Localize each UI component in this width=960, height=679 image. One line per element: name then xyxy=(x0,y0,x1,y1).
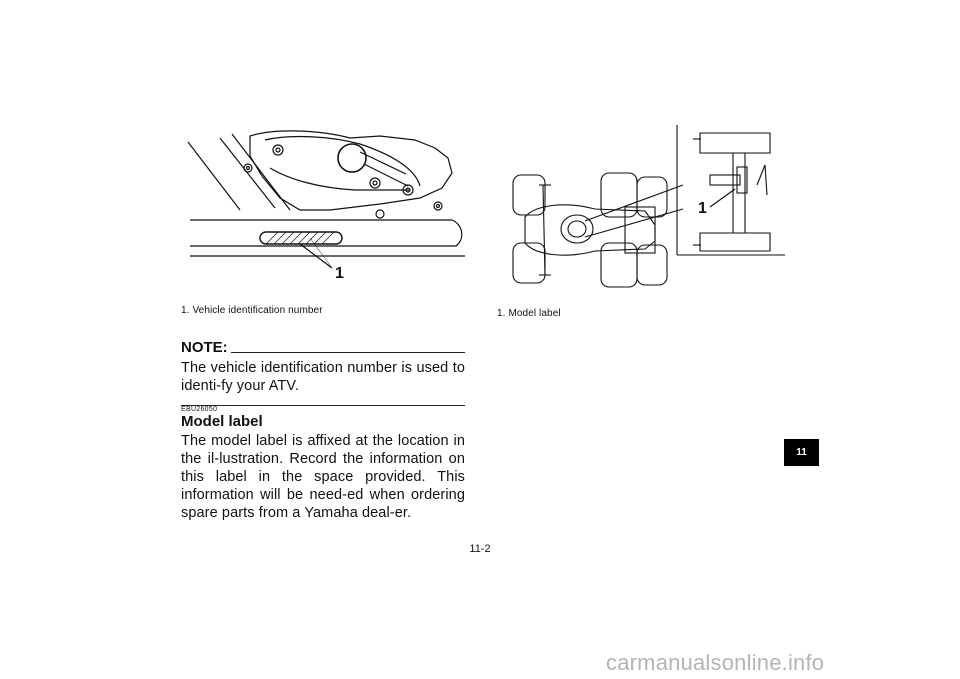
note-header xyxy=(181,340,465,355)
note-end-rule xyxy=(181,405,465,406)
note-rule xyxy=(231,352,465,353)
section-title: Model label xyxy=(181,413,263,430)
note-box xyxy=(181,340,465,406)
vin-caption xyxy=(181,305,323,316)
note-text: The vehicle identification number is used to identi-fy your ATV. xyxy=(181,360,465,394)
model-label-caption-number: 1. xyxy=(497,308,506,319)
model-label-caption-text: Model label xyxy=(508,308,561,319)
chapter-tab: 11 xyxy=(784,439,819,466)
model-label-caption xyxy=(497,308,561,319)
vin-callout-number: 1 xyxy=(335,265,344,282)
model-label-callout-number: 1 xyxy=(698,200,707,217)
watermark: carmanualsonline.info xyxy=(606,650,825,675)
vin-caption-text: Vehicle identification number xyxy=(192,305,323,316)
model-label-illustration xyxy=(505,125,790,300)
vin-caption-number: 1. xyxy=(181,305,190,316)
section-code: EBU26050 xyxy=(181,406,218,413)
vin-location-illustration xyxy=(180,128,470,300)
page-number: 11-2 xyxy=(469,543,491,555)
note-title: NOTE: xyxy=(181,339,228,356)
section-body: The model label is affixed at the location in the il-lustration. Record the information on this label in the space provided. This information will be need-ed when ordering spare parts from a Yamaha deal-er. xyxy=(181,433,465,521)
